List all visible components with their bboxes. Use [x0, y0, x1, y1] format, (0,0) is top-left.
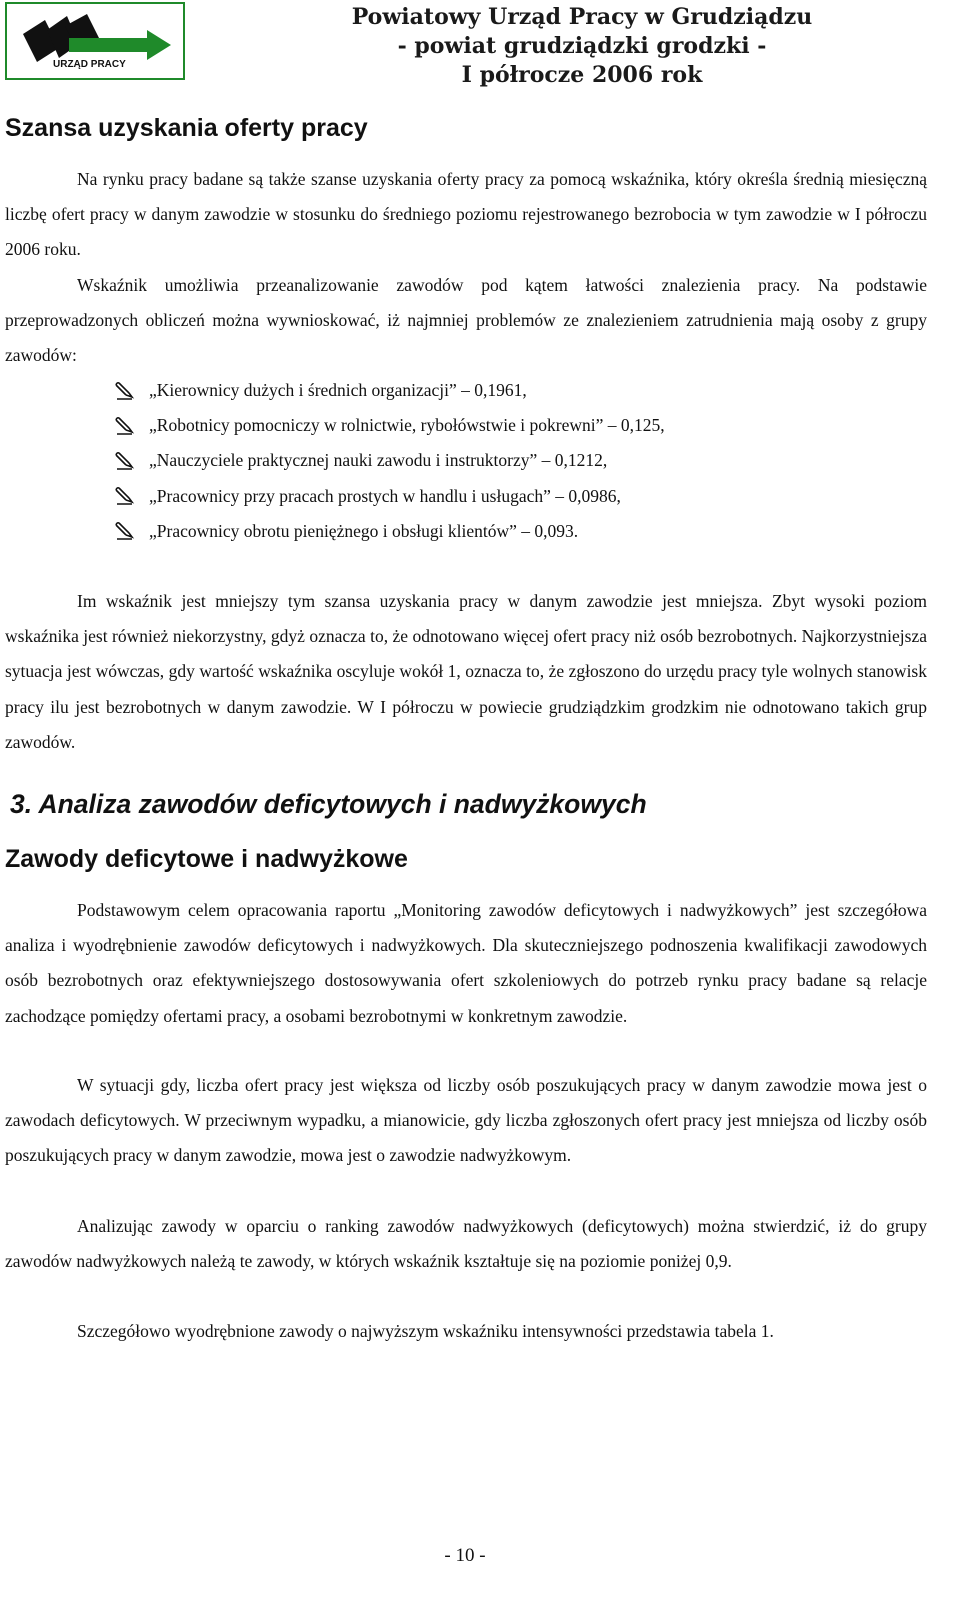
- paragraph-7: Szczegółowo wyodrębnione zawody o najwyższym wskaźniku intensywności przedstawia tabela 1.: [77, 1321, 774, 1341]
- paragraph-2-first: Wskaźnik umożliwia przeanalizowanie zawodów pod kątem łatwości znalezienia pracy.: [77, 275, 801, 295]
- writing-hand-icon: [113, 380, 135, 402]
- occupation-text: „Pracownicy obrotu pieniężnego i obsługi klientów” – 0,093.: [149, 520, 579, 541]
- list-item: [113, 408, 665, 443]
- writing-hand-icon: [113, 450, 135, 472]
- list-item: [113, 443, 665, 478]
- writing-hand-icon: [113, 415, 135, 437]
- header-title-line2: - powiat grudziądzki grodzki -: [397, 33, 767, 59]
- occupation-text: „Robotnicy pomocniczy w rolnictwie, rybołówstwie i pokrewni” – 0,125,: [149, 415, 665, 436]
- paragraph-6: Analizując zawody w oparciu o ranking zawodów nadwyżkowych (deficytowych) można stwierdzić, iż do grupy zawodów nadwyżkowych należą te zawody, w których wskaźnik kształtuje się na poziomie poniżej 0,9.: [5, 1216, 927, 1272]
- header-title-line3: I półrocze 2006 rok: [461, 62, 703, 88]
- paragraph-1: Na rynku pracy badane są także szanse uzyskania oferty pracy za pomocą wskaźnika, który określa średnią miesięczną liczbę ofert pracy w danym zawodzie w stosunku do średniego poziomu rejestrowanego bezrobocia w tym zawodzie w I półroczu 2006 roku.: [5, 169, 927, 260]
- paragraph-4: Podstawowym celem opracowania raportu „Monitoring zawodów deficytowych i nadwyżkowych” jest szczegółowa analiza i wyodrębnienie zawodów deficytowych i nadwyżkowych. Dla skuteczniejszego podnoszenia kwalifikacji zawodowych osób bezrobotnych oraz efektywniejszego dostosowywania ofert szkoleniowych do potrzeb rynku pracy badane są relacje zachodzące pomiędzy ofertami pracy, a osobami bezrobotnymi w konkretnym zawodzie.: [5, 900, 927, 1026]
- header-title: [232, 3, 932, 90]
- paragraph-5: W sytuacji gdy, liczba ofert pracy jest większa od liczby osób poszukujących pracy w danym zawodzie mowa jest o zawodach deficytowych. W przeciwnym wypadku, a mianowicie, gdy liczba zgłoszonych ofert pracy jest mniejsza od liczby osób poszukujących pracy w danym zawodzie, mowa jest o zawodzie nadwyżkowym.: [5, 1075, 927, 1166]
- logo-graphic: [7, 4, 183, 78]
- occupation-list: [113, 373, 665, 549]
- list-item: [113, 514, 665, 549]
- paragraph-3: Im wskaźnik jest mniejszy tym szansa uzyskania pracy w danym zawodzie jest mniejsza. Zbyt wysoki poziom wskaźnika jest również niekorzystny, gdyż oznacza to, że odnotowano więcej ofert pracy niż osób bezrobotnych. Najkorzystniejsza sytuacja jest wówczas, gdy wartość wskaźnika oscyluje wokół 1, oznacza to, że zgłoszono do urzędu pracy tyle wolnych stanowisk pracy ilu jest bezrobotnych w danym zawodzie. W I półroczu w powiecie grudziądzkim grodzkim nie odnotowano takich grup zawodów.: [5, 591, 927, 752]
- chapter-title: 3. Analiza zawodów deficytowych i nadwyżkowych: [10, 789, 647, 819]
- page-number: - 10 -: [444, 1545, 486, 1566]
- paragraph-2: [5, 268, 927, 374]
- subsection-title: Zawody deficytowe i nadwyżkowe: [5, 845, 408, 873]
- section-title: Szansa uzyskania oferty pracy: [5, 114, 368, 142]
- list-item: [113, 373, 665, 408]
- office-logo: [5, 2, 185, 80]
- occupation-text: „Nauczyciele praktycznej nauki zawodu i instruktorzy” – 0,1212,: [149, 450, 608, 471]
- header-title-line1: Powiatowy Urząd Pracy w Grudziądzu: [351, 4, 813, 30]
- occupation-text: „Pracownicy przy pracach prostych w handlu i usługach” – 0,0986,: [149, 485, 621, 506]
- paragraph-2-rest: Na podstawie przeprowadzonych obliczeń można wywnioskować, iż najmniej problemów ze znalezieniem zatrudnienia mają osoby z grupy zawodów:: [5, 275, 927, 366]
- logo-text: URZĄD PRACY: [53, 59, 126, 70]
- writing-hand-icon: [113, 520, 135, 542]
- writing-hand-icon: [113, 485, 135, 507]
- occupation-text: „Kierownicy dużych i średnich organizacji” – 0,1961,: [149, 380, 527, 400]
- list-item: [113, 479, 665, 514]
